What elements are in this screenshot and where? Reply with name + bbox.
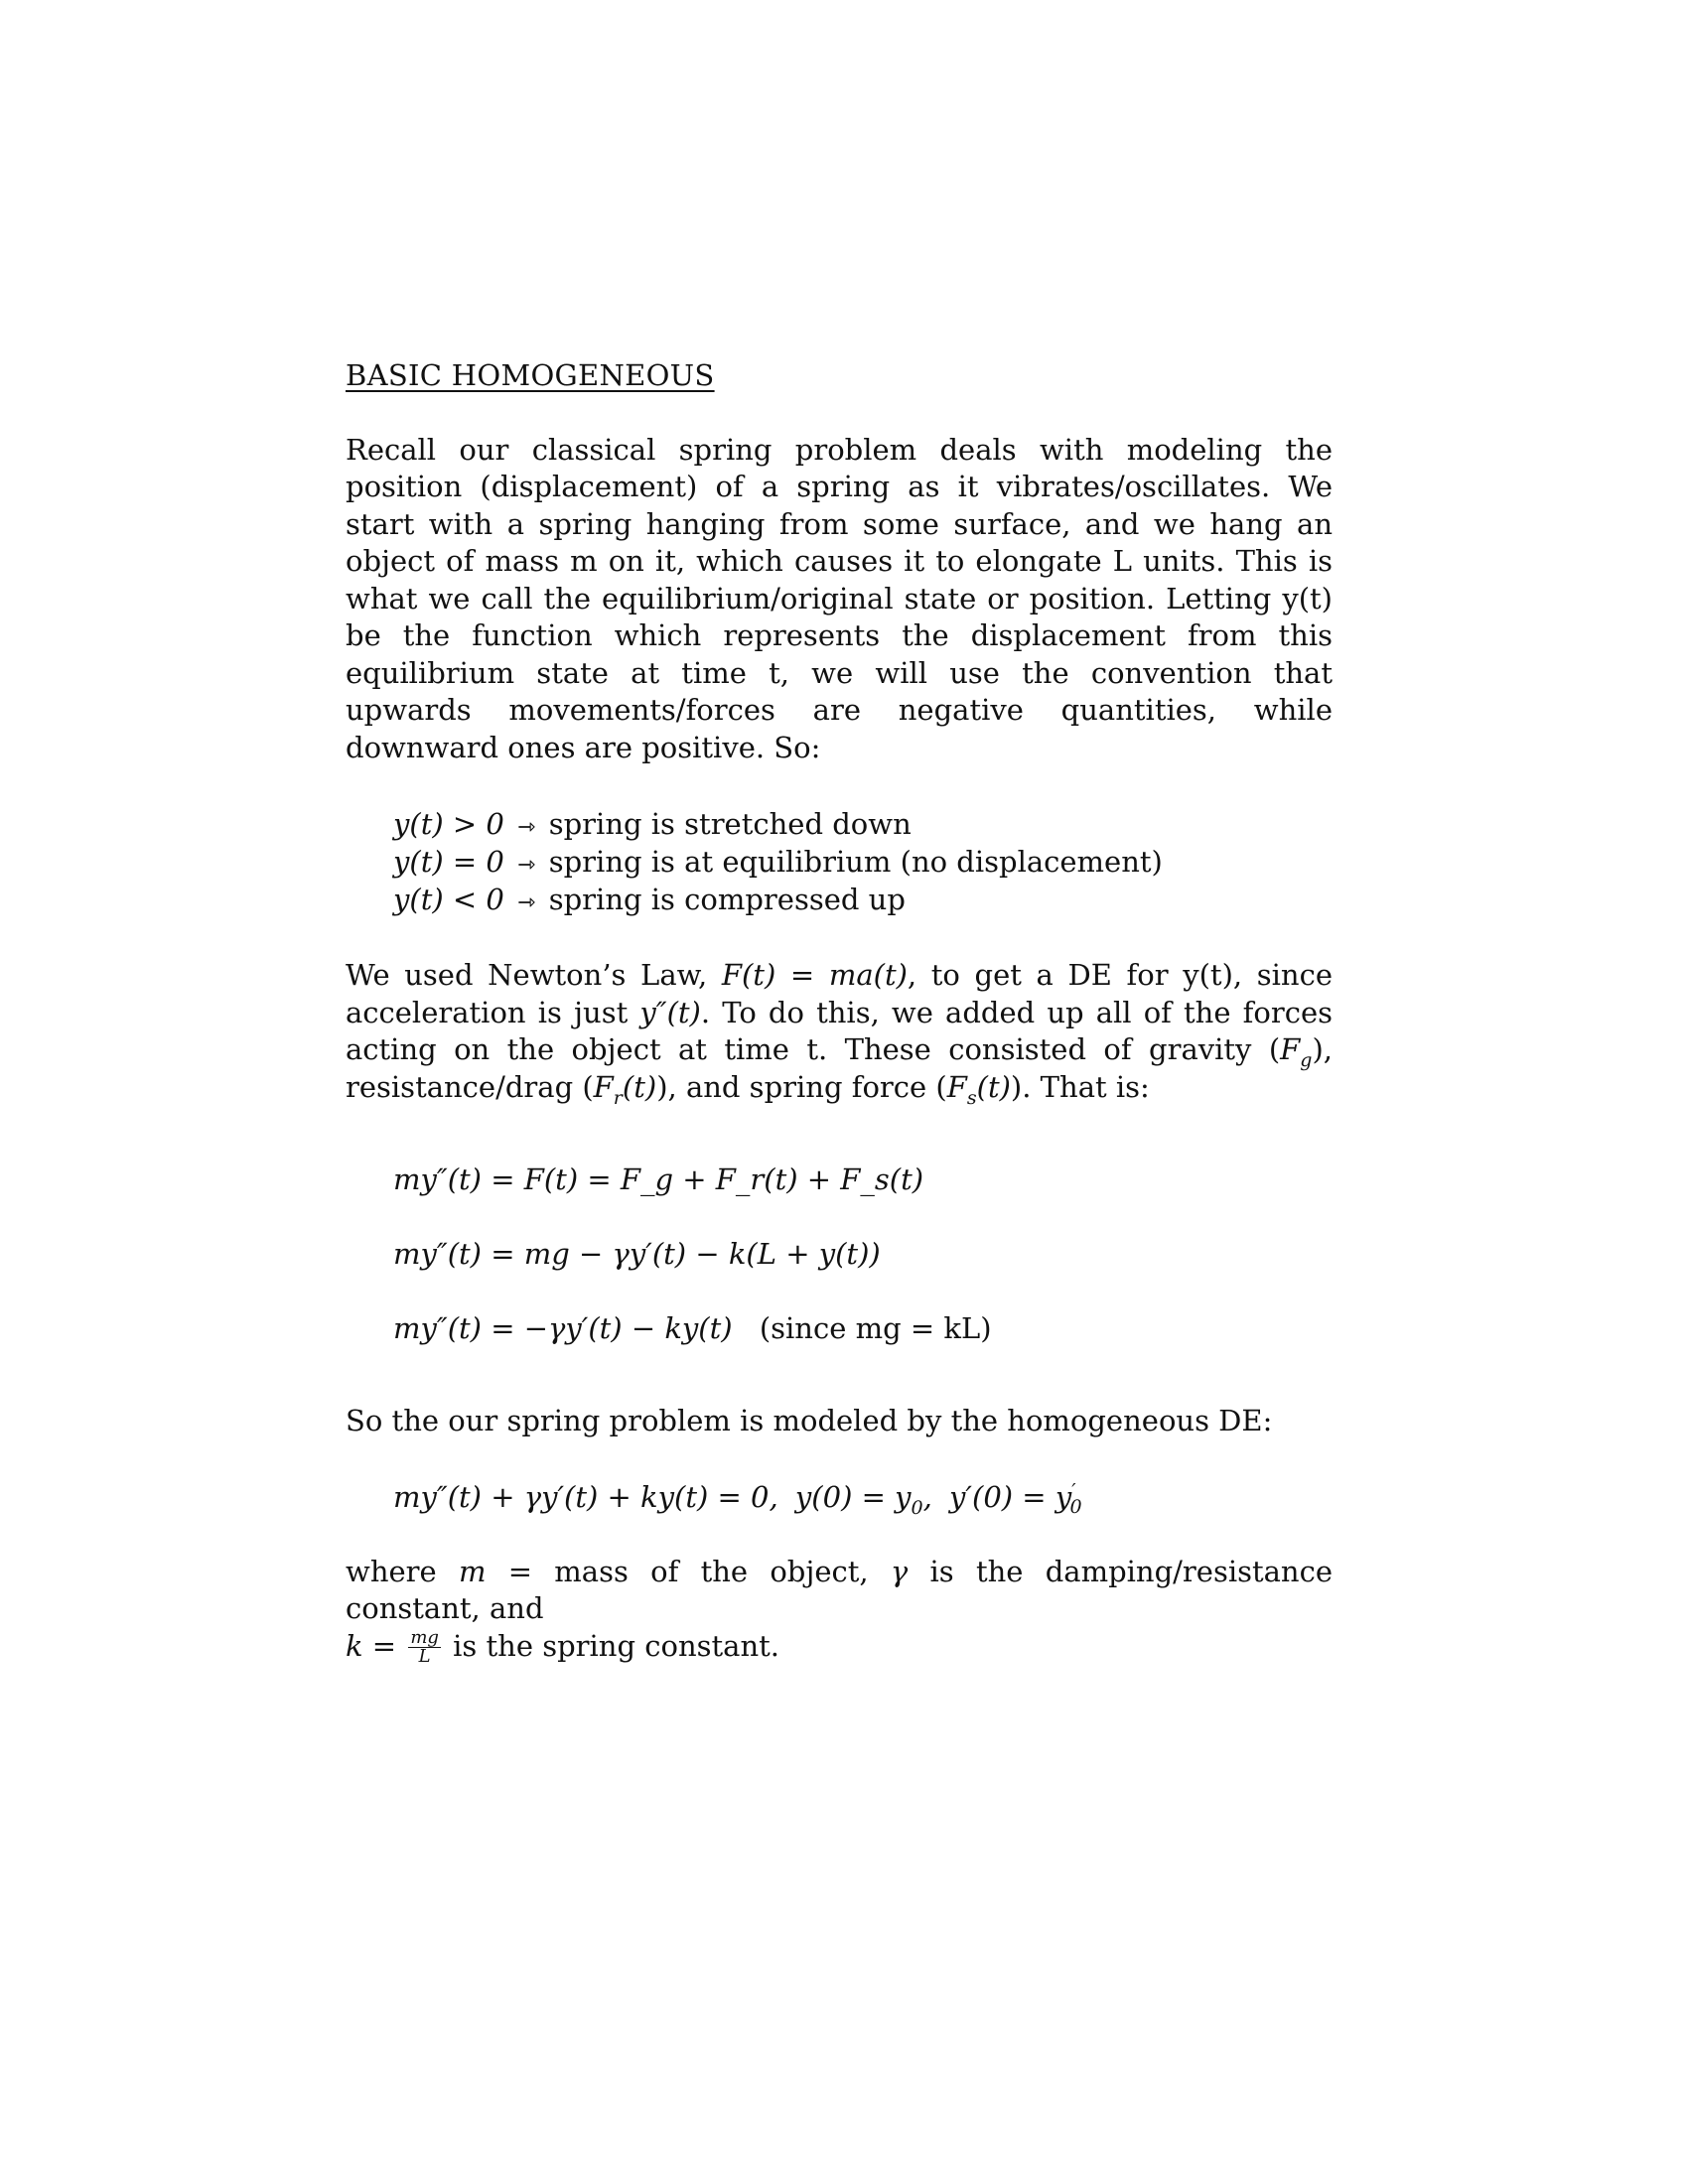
right-arrow-icon: ⇾ <box>517 890 536 915</box>
case-condition: y(t) < 0 <box>393 883 504 916</box>
document-page <box>346 357 1333 1666</box>
right-arrow-icon: ⇾ <box>517 815 536 840</box>
gamma-symbol: γ <box>890 1554 909 1588</box>
definitions-paragraph <box>346 1554 1333 1667</box>
mg-over-l-fraction <box>408 1629 441 1666</box>
newton-paragraph <box>346 957 1334 1109</box>
spring-force-symbol <box>946 1069 1011 1109</box>
newton-law-formula: F(t) = ma(t) <box>721 958 908 992</box>
equation-3-math: my″(t) = −γy′(t) − ky(t) <box>393 1311 733 1345</box>
equation-3-note: (since mg = kL) <box>759 1311 992 1345</box>
case-condition: y(t) = 0 <box>393 845 504 879</box>
ic-text: y′(0) = y <box>949 1479 1072 1514</box>
drag-force-symbol <box>593 1069 657 1109</box>
right-arrow-icon: ⇾ <box>517 853 536 878</box>
subscript: 0 <box>1069 1496 1082 1519</box>
case-equilibrium <box>393 843 1333 881</box>
k-symbol: k <box>346 1628 363 1663</box>
homogeneous-de <box>393 1477 1333 1517</box>
initial-condition-1: $y(0) = y_0$, <box>794 1479 932 1519</box>
superscript: ′ <box>1071 1478 1076 1501</box>
symbol: F <box>946 1069 967 1104</box>
argument: (t) <box>622 1069 657 1104</box>
symbol: F <box>1280 1032 1301 1066</box>
de-main: my″(t) + γy′(t) + ky(t) = 0, <box>393 1479 778 1514</box>
subscript: 0 <box>911 1496 923 1519</box>
subscript: g <box>1300 1048 1313 1071</box>
text-run: is the damping/resistance constant, and <box>346 1554 1334 1625</box>
text-run: We used Newton’s Law, <box>346 958 722 992</box>
case-condition: y(t) > 0 <box>393 807 504 841</box>
text-run: , to get a DE for y(t), since acceleration is just <box>346 958 1333 1029</box>
model-paragraph: So the our spring problem is modeled by the homogeneous DE: <box>346 1404 1273 1437</box>
text-run: = <box>362 1628 406 1663</box>
acceleration-formula: y″(t) <box>639 995 701 1029</box>
text-run: where <box>346 1554 459 1588</box>
gravity-force-symbol <box>1280 1032 1313 1071</box>
case-text: spring is at equilibrium (no displacement) <box>548 845 1163 879</box>
text-run: ). That is: <box>1010 1069 1150 1104</box>
symbol: F <box>593 1069 614 1104</box>
subscript: r <box>613 1086 623 1109</box>
force-equations <box>393 1143 1333 1366</box>
text-run: = mass of the object, <box>486 1554 891 1588</box>
mass-symbol: m <box>458 1554 487 1588</box>
subscript: s <box>966 1086 977 1109</box>
case-stretched <box>393 805 1333 843</box>
case-compressed <box>393 881 1333 918</box>
case-text: spring is compressed up <box>548 883 906 916</box>
text-run: ), resistance/drag ( <box>346 1032 1333 1104</box>
text-run: . To do this, we added up all of the forces acting on the object at time t. These consisted of gravity ( <box>346 995 1334 1066</box>
case-text: spring is stretched down <box>548 807 912 841</box>
initial-condition-2 <box>949 1478 1082 1519</box>
intro-paragraph: Recall our classical spring problem deals with modeling the position (displacement) of a spring as it vibrates/oscillates. We start with a spring hanging from some surface, and we hang an object of mass m on it, which causes it to elongate L units. This is what we call the equilibrium/original state or position. Letting y(t) be the function which represents the displacement from this equilibrium state at time t, we will use the convention that upwards movements/forces are negative quantities, while downward ones are positive. So: <box>346 432 1333 764</box>
fraction-denominator: L <box>418 1646 431 1667</box>
ic-text: y(0) = y <box>794 1479 912 1514</box>
equation-3 <box>393 1292 1333 1366</box>
text-run: ), and spring force ( <box>656 1069 947 1104</box>
argument: (t) <box>976 1069 1011 1104</box>
equation-2: my″(t) = mg − γy′(t) − k(L + y(t)) <box>393 1237 881 1271</box>
fraction-numerator: mg <box>410 1627 439 1648</box>
section-heading: BASIC HOMOGENEOUS <box>346 358 715 392</box>
displacement-cases-list <box>393 805 1333 918</box>
text-run: is the spring constant. <box>443 1628 780 1663</box>
equation-1: my″(t) = F(t) = F_g + F_r(t) + F_s(t) <box>393 1162 924 1196</box>
